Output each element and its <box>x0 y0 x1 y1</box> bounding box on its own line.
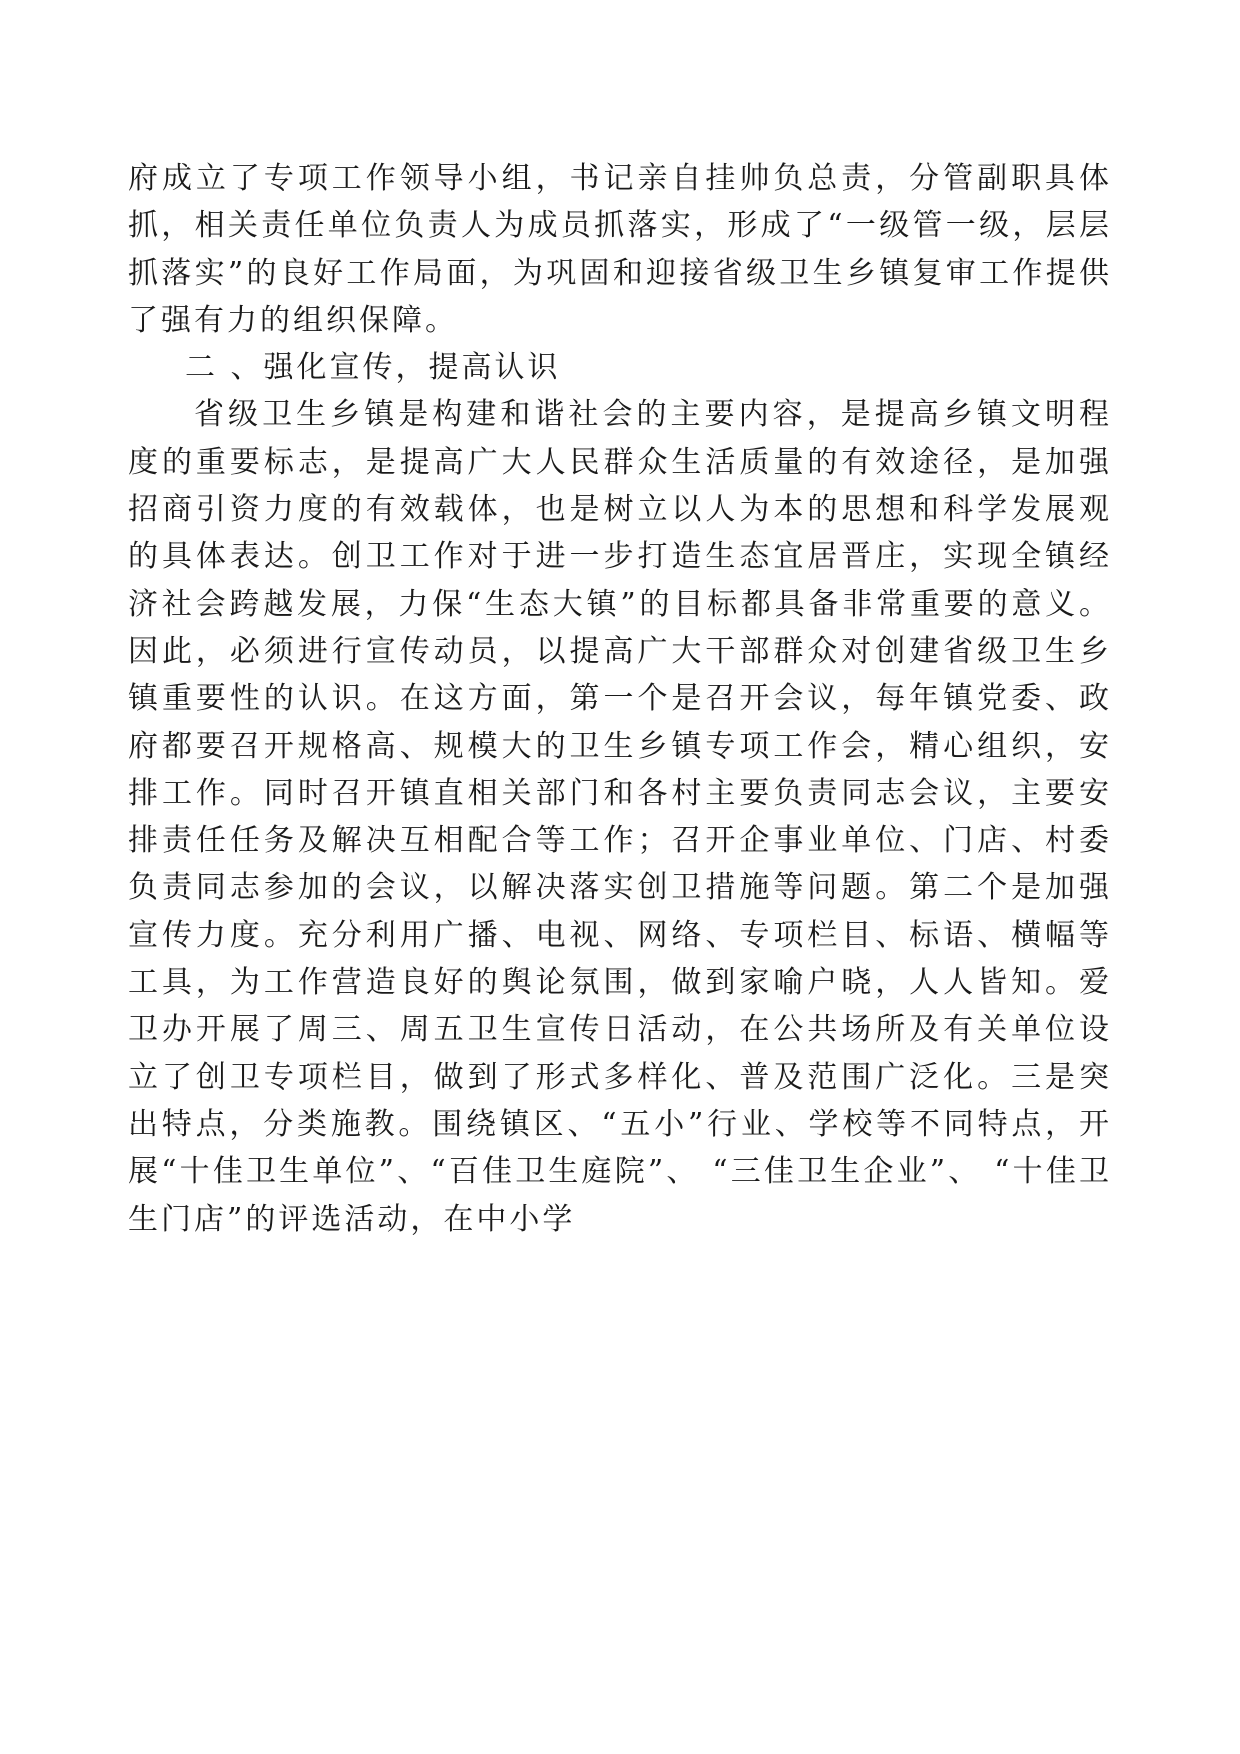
continuation-paragraph: 府成立了专项工作领导小组，书记亲自挂帅负总责，分管副职具体抓，相关责任单位负责人为成员抓落实，形成了“一级管一级，层层抓落实”的良好工作局面，为巩固和迎接省级卫生乡镇复审工作提供了强有力的组织保障。 <box>128 161 1112 338</box>
section-paragraph: 省级卫生乡镇是构建和谐社会的主要内容，是提高乡镇文明程度的重要标志，是提高广大人民群众生活质量的有效途径，是加强招商引资力度的有效载体，也是树立以人为本的思想和科学发展观的具体表达。创卫工作对于进一步打造生态宜居晋庄，实现全镇经济社会跨越发展，力保“生态大镇”的目标都具备非常重要的意义。因此，必须进行宣传动员，以提高广大干部群众对创建省级卫生乡镇重要性的认识。在这方面，第一个是召开会议，每年镇党委、政府都要召开规格高、规模大的卫生乡镇专项工作会，精心组织，安排工作。同时召开镇直相关部门和各村主要负责同志会议，主要安排责任任务及解决互相配合等工作；召开企事业单位、门店、村委负责同志参加的会议，以解决落实创卫措施等问题。第二个是加强宣传力度。充分利用广播、电视、网络、专项栏目、标语、横幅等工具，为工作营造良好的舆论氛围，做到家喻户晓，人人皆知。爱卫办开展了周三、周五卫生宣传日活动，在公共场所及有关单位设立了创卫专项栏目，做到了形式多样化、普及范围广泛化。三是突出特点，分类施教。围绕镇区、“五小”行业、学校等不同特点，开展“十佳卫生单位”、“百佳卫生庭院”、 “三佳卫生企业”、 “十佳卫生门店”的评选活动，在中小学 <box>128 397 1112 1237</box>
section-heading: 二 、强化宣传，提高认识 <box>185 350 561 386</box>
document-body <box>128 155 1112 1243</box>
